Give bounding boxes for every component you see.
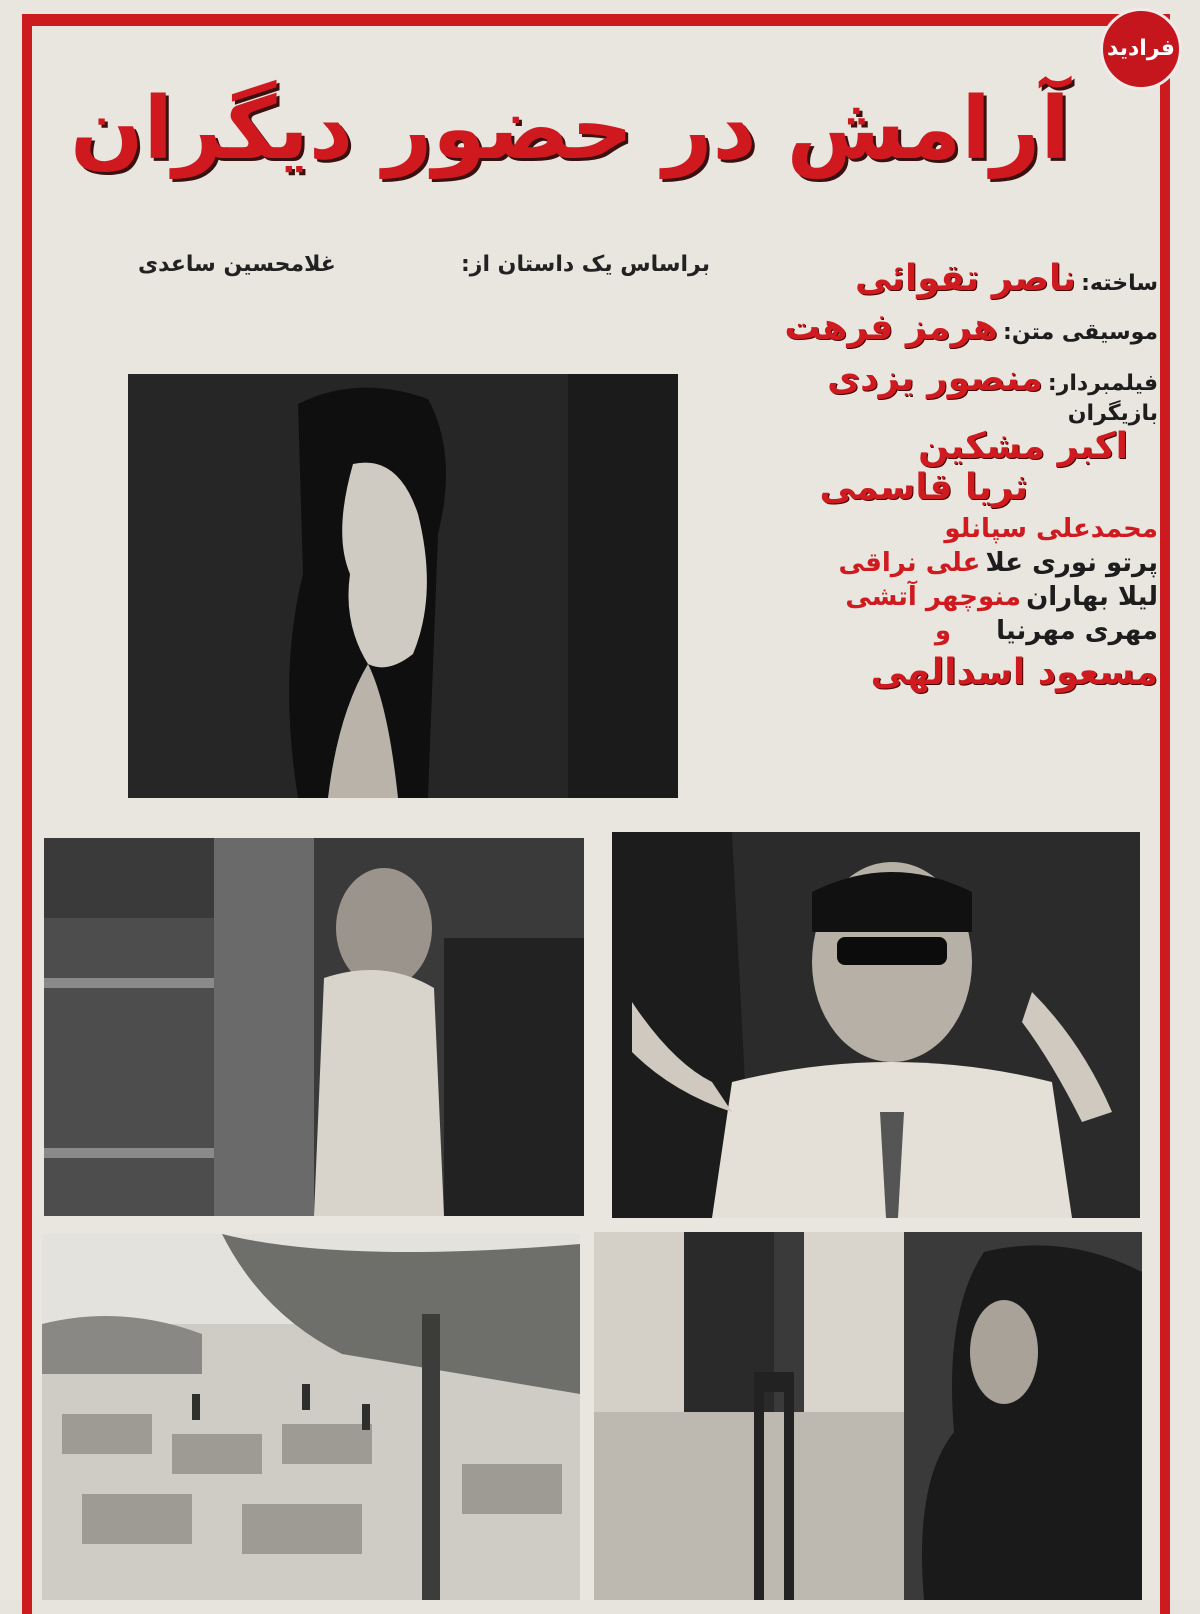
credit-label: ساخته: — [1081, 271, 1158, 296]
still-photo-woman-profile — [128, 374, 678, 798]
cast-name: مسعود اسدالهی — [870, 652, 1158, 693]
cast-line-1 — [678, 514, 1158, 544]
site-logo-badge: فرادید — [1100, 8, 1182, 90]
cast-and: و — [934, 616, 952, 646]
cast-name: ثریا قاسمی — [819, 467, 1028, 508]
poster-title: آرامش در حضور دیگران — [70, 79, 1070, 179]
cast-line-4 — [678, 616, 1158, 646]
still-photo-cemetery — [42, 1234, 580, 1600]
cast-line-5 — [678, 652, 1158, 693]
cast-name: علی نراقی — [838, 548, 981, 578]
credit-cinematographer — [678, 358, 1158, 399]
cast-name: لیلا بهاران — [1026, 582, 1158, 612]
cast-name: اکبر مشکین — [918, 426, 1128, 467]
credit-music — [678, 307, 1158, 348]
credit-name: منصور یزدی — [827, 358, 1043, 399]
author-name: غلامحسین ساعدی — [138, 252, 336, 277]
credit-director — [678, 258, 1158, 299]
still-photo-man-glasses — [612, 832, 1140, 1218]
credit-cast-heading — [678, 401, 1158, 426]
based-on-label: براساس یک داستان از: — [461, 252, 710, 277]
credits-block — [678, 258, 1158, 693]
cast-name: مهری مهرنیا — [996, 616, 1158, 646]
credit-name: ناصر تقوائی — [855, 258, 1077, 299]
cast-name: منوچهر آتشی — [845, 582, 1021, 612]
cast-line-2 — [678, 548, 1158, 578]
cast-lead-2 — [678, 467, 1028, 508]
still-photo-woman-headscarf — [594, 1232, 1142, 1600]
cast-name: پرتو نوری علا — [985, 548, 1158, 578]
still-photo-man-window — [44, 838, 584, 1216]
credit-label: فیلمبردار: — [1047, 371, 1158, 396]
cast-lead-1 — [678, 426, 1128, 467]
credit-label: موسیقی متن: — [1003, 320, 1158, 345]
credit-label: بازیگران — [1067, 401, 1158, 426]
cast-name: محمدعلی سپانلو — [944, 514, 1158, 544]
credit-name: هرمز فرهت — [784, 307, 998, 348]
cast-line-3 — [678, 582, 1158, 612]
